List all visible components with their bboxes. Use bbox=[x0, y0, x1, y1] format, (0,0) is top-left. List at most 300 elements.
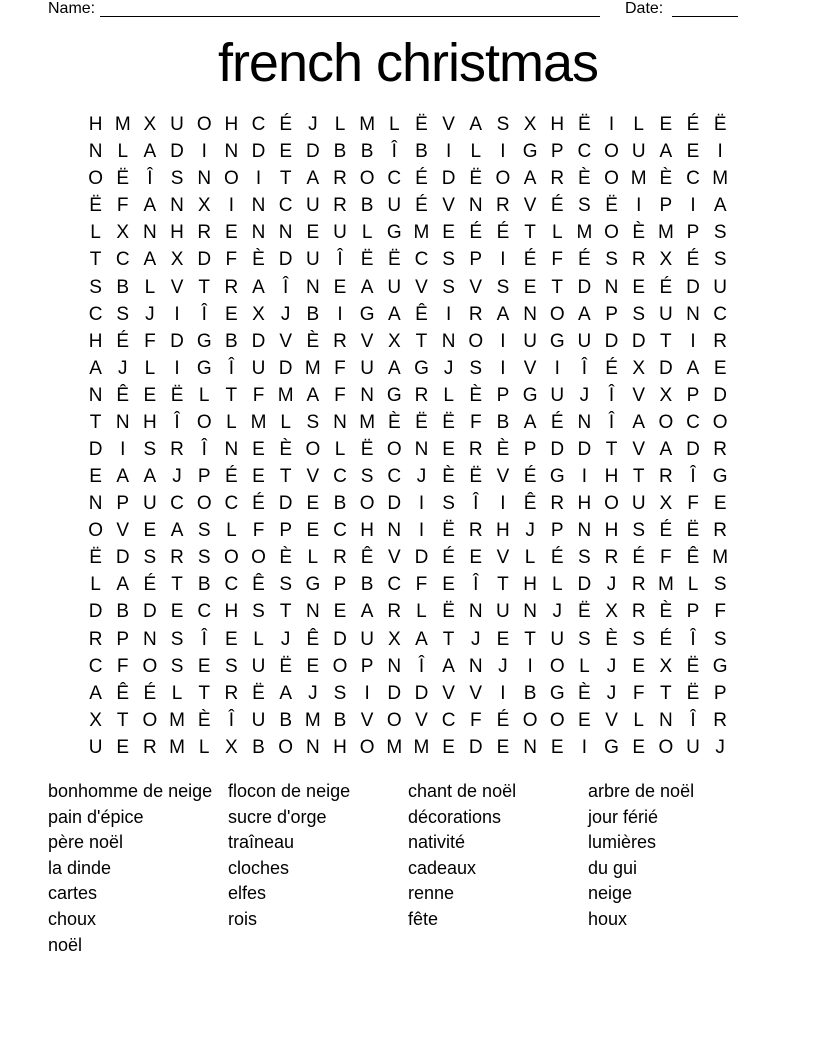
grid-cell: N bbox=[143, 222, 157, 244]
grid-cell: D bbox=[414, 682, 429, 704]
grid-cell: V bbox=[496, 466, 510, 488]
grid-cell: R bbox=[197, 222, 212, 244]
grid-cell: D bbox=[550, 438, 565, 460]
grid-cell: H bbox=[604, 466, 619, 488]
grid-cell: É bbox=[550, 547, 564, 569]
grid-cell: I bbox=[255, 168, 262, 190]
grid-cell: J bbox=[443, 357, 454, 379]
grid-cell: E bbox=[496, 628, 510, 650]
grid-cell: H bbox=[360, 520, 374, 542]
grid-cell: D bbox=[143, 601, 157, 623]
grid-cell: R bbox=[333, 547, 347, 569]
word-item: houx bbox=[588, 908, 628, 929]
grid-cell: F bbox=[334, 357, 346, 379]
grid-cell: É bbox=[415, 168, 428, 190]
grid-cell: D bbox=[631, 330, 646, 352]
grid-cell: C bbox=[713, 303, 728, 325]
grid-cell: G bbox=[549, 682, 565, 704]
word-item: cloches bbox=[228, 857, 290, 878]
word-grid bbox=[82, 111, 734, 761]
grid-cell: Ê bbox=[686, 547, 700, 569]
grid-cell: R bbox=[713, 330, 728, 352]
grid-cell: C bbox=[197, 601, 212, 623]
grid-cell: E bbox=[496, 736, 510, 758]
grid-cell: R bbox=[631, 249, 646, 271]
grid-cell: J bbox=[308, 114, 318, 136]
word-item: nativité bbox=[408, 832, 466, 853]
grid-cell: S bbox=[578, 195, 591, 217]
grid-cell: A bbox=[360, 601, 374, 623]
grid-cell: Ê bbox=[116, 384, 130, 406]
grid-cell: O bbox=[196, 114, 212, 136]
grid-cell: E bbox=[442, 574, 455, 596]
grid-cell: R bbox=[658, 466, 673, 488]
grid-cell: F bbox=[334, 384, 346, 406]
grid-cell: H bbox=[333, 736, 347, 758]
grid-cell: P bbox=[550, 520, 564, 542]
grid-cell: S bbox=[306, 411, 320, 433]
grid-cell: D bbox=[686, 438, 700, 460]
grid-cell: È bbox=[578, 168, 591, 190]
grid-cell: A bbox=[387, 357, 401, 379]
grid-cell: N bbox=[88, 141, 103, 163]
grid-cell: L bbox=[389, 114, 400, 136]
grid-cell: Î bbox=[337, 249, 343, 271]
grid-cell: Ë bbox=[686, 520, 700, 542]
grid-cell: V bbox=[415, 276, 428, 298]
grid-cell: L bbox=[226, 520, 237, 542]
grid-cell: U bbox=[170, 114, 184, 136]
grid-cell: U bbox=[251, 709, 266, 731]
grid-cell: F bbox=[551, 249, 564, 271]
grid-cell: E bbox=[442, 222, 455, 244]
grid-cell: O bbox=[658, 736, 674, 758]
word-list-column bbox=[228, 779, 408, 958]
grid-cell: O bbox=[223, 168, 239, 190]
grid-cell: E bbox=[442, 438, 455, 460]
grid-cell: E bbox=[252, 438, 265, 460]
grid-cell: C bbox=[88, 303, 103, 325]
grid-cell: Ë bbox=[360, 249, 374, 271]
grid-cell: M bbox=[386, 736, 403, 758]
grid-cell: D bbox=[88, 438, 103, 460]
grid-cell: C bbox=[441, 709, 456, 731]
grid-cell: Ë bbox=[442, 520, 455, 542]
grid-cell: N bbox=[115, 411, 130, 433]
grid-cell: G bbox=[712, 655, 728, 677]
grid-cell: L bbox=[579, 655, 590, 677]
grid-cell: I bbox=[120, 438, 126, 460]
grid-cell: Ë bbox=[686, 655, 700, 677]
grid-cell: L bbox=[253, 628, 264, 650]
grid-cell: S bbox=[713, 222, 727, 244]
grid-cell: X bbox=[143, 114, 157, 136]
grid-cell: X bbox=[387, 330, 401, 352]
grid-cell: T bbox=[116, 709, 129, 731]
grid-cell: P bbox=[523, 438, 537, 460]
grid-cell: Î bbox=[690, 709, 696, 731]
grid-cell: A bbox=[659, 438, 673, 460]
grid-cell: T bbox=[279, 601, 292, 623]
grid-cell: Ë bbox=[116, 168, 130, 190]
grid-cell: G bbox=[522, 384, 538, 406]
grid-cell: V bbox=[387, 547, 401, 569]
grid-cell: B bbox=[116, 276, 130, 298]
grid-cell: M bbox=[169, 736, 185, 758]
grid-cell: S bbox=[333, 682, 347, 704]
grid-cell: Ë bbox=[442, 601, 455, 623]
grid-cell: E bbox=[550, 736, 564, 758]
grid-cell: U bbox=[658, 303, 673, 325]
grid-cell: N bbox=[305, 276, 320, 298]
grid-cell: A bbox=[116, 466, 130, 488]
grid-cell: T bbox=[279, 466, 292, 488]
grid-cell: O bbox=[359, 493, 375, 515]
grid-cell: V bbox=[496, 547, 510, 569]
grid-cell: T bbox=[89, 249, 102, 271]
grid-cell: I bbox=[174, 303, 180, 325]
grid-cell: G bbox=[196, 330, 212, 352]
grid-cell: L bbox=[334, 114, 346, 136]
grid-cell: S bbox=[713, 574, 727, 596]
grid-cell: È bbox=[387, 411, 401, 433]
grid-cell: T bbox=[660, 682, 672, 704]
grid-cell: L bbox=[470, 141, 482, 163]
grid-cell: I bbox=[636, 195, 642, 217]
grid-cell: Ë bbox=[89, 195, 102, 217]
grid-cell: F bbox=[225, 249, 238, 271]
grid-cell: P bbox=[197, 466, 211, 488]
word-item: cadeaux bbox=[408, 857, 477, 878]
grid-cell: Ê bbox=[252, 574, 265, 596]
grid-cell: E bbox=[89, 466, 102, 488]
grid-cell: I bbox=[337, 303, 343, 325]
grid-cell: X bbox=[632, 357, 646, 379]
grid-cell: C bbox=[333, 466, 347, 488]
grid-cell: M bbox=[413, 222, 430, 244]
word-list-column bbox=[588, 779, 768, 958]
grid-cell: I bbox=[581, 736, 588, 758]
grid-cell: D bbox=[387, 682, 402, 704]
grid-cell: I bbox=[228, 195, 234, 217]
grid-cell: M bbox=[359, 114, 376, 136]
grid-cell: E bbox=[632, 655, 646, 677]
grid-cell: N bbox=[278, 222, 293, 244]
word-item: traîneau bbox=[228, 832, 295, 853]
grid-cell: E bbox=[442, 736, 455, 758]
grid-cell: P bbox=[659, 195, 673, 217]
grid-cell: V bbox=[442, 114, 455, 136]
grid-cell: B bbox=[415, 141, 428, 163]
word-item: bonhomme de neige bbox=[48, 781, 213, 801]
grid-cell: J bbox=[525, 520, 535, 542]
grid-cell: A bbox=[523, 411, 537, 433]
grid-cell: V bbox=[442, 195, 455, 217]
grid-cell: N bbox=[523, 736, 537, 758]
grid-cell: Ê bbox=[360, 547, 374, 569]
word-list bbox=[48, 779, 768, 958]
word-list-column bbox=[408, 779, 588, 958]
grid-cell: E bbox=[252, 466, 265, 488]
grid-cell: F bbox=[252, 520, 265, 542]
grid-cell: Ë bbox=[713, 114, 727, 136]
grid-cell: Î bbox=[201, 438, 207, 460]
grid-cell: N bbox=[577, 411, 592, 433]
grid-cell: N bbox=[468, 655, 483, 677]
grid-cell: I bbox=[445, 303, 452, 325]
word-item: chant de noël bbox=[408, 781, 517, 801]
grid-cell: S bbox=[632, 520, 646, 542]
grid-cell: B bbox=[116, 601, 130, 623]
grid-cell: H bbox=[496, 520, 510, 542]
grid-cell: C bbox=[577, 141, 592, 163]
grid-cell: U bbox=[143, 493, 157, 515]
grid-cell: M bbox=[304, 709, 321, 731]
grid-cell: D bbox=[577, 438, 592, 460]
grid-cell: O bbox=[386, 709, 402, 731]
grid-cell: R bbox=[550, 493, 565, 515]
grid-cell: F bbox=[660, 547, 672, 569]
grid-cell: A bbox=[143, 195, 157, 217]
grid-cell: L bbox=[117, 141, 129, 163]
grid-cell: R bbox=[496, 195, 510, 217]
grid-cell: È bbox=[279, 547, 293, 569]
grid-cell: É bbox=[550, 411, 564, 433]
grid-cell: B bbox=[333, 493, 347, 515]
grid-cell: A bbox=[170, 520, 184, 542]
grid-cell: A bbox=[659, 141, 673, 163]
grid-cell: N bbox=[658, 709, 673, 731]
grid-cell: N bbox=[414, 438, 429, 460]
grid-cell: D bbox=[414, 547, 429, 569]
grid-cell: E bbox=[333, 601, 347, 623]
grid-cell: O bbox=[251, 547, 266, 569]
grid-cell: C bbox=[387, 168, 402, 190]
grid-cell: C bbox=[224, 574, 239, 596]
grid-cell: U bbox=[577, 330, 592, 352]
grid-cell: D bbox=[305, 141, 320, 163]
grid-cell: O bbox=[495, 168, 511, 190]
grid-cell: É bbox=[252, 493, 265, 515]
grid-cell: G bbox=[522, 141, 538, 163]
grid-cell: U bbox=[387, 195, 402, 217]
grid-cell: H bbox=[88, 114, 103, 136]
grid-cell: O bbox=[142, 655, 158, 677]
grid-cell: T bbox=[415, 330, 428, 352]
word-item: père noël bbox=[48, 832, 124, 853]
grid-cell: E bbox=[170, 601, 184, 623]
grid-cell: E bbox=[686, 141, 700, 163]
grid-cell: E bbox=[306, 493, 320, 515]
grid-cell: O bbox=[604, 141, 619, 163]
grid-cell: É bbox=[469, 222, 483, 244]
grid-cell: E bbox=[578, 709, 591, 731]
grid-cell: O bbox=[196, 411, 212, 433]
grid-cell: R bbox=[170, 438, 184, 460]
grid-cell: M bbox=[712, 547, 729, 569]
grid-cell: U bbox=[305, 249, 320, 271]
grid-cell: D bbox=[604, 330, 619, 352]
grid-cell: A bbox=[306, 384, 320, 406]
grid-cell: N bbox=[523, 303, 537, 325]
grid-cell: U bbox=[387, 276, 402, 298]
grid-cell: A bbox=[496, 303, 510, 325]
grid-cell: E bbox=[225, 303, 238, 325]
grid-cell: R bbox=[333, 195, 347, 217]
grid-cell: É bbox=[496, 709, 510, 731]
grid-cell: C bbox=[278, 195, 293, 217]
grid-cell: É bbox=[659, 520, 673, 542]
grid-cell: P bbox=[360, 655, 374, 677]
grid-cell: J bbox=[606, 682, 617, 704]
grid-cell: E bbox=[523, 276, 537, 298]
grid-cell: N bbox=[468, 195, 483, 217]
grid-cell: Ë bbox=[686, 682, 700, 704]
grid-cell: B bbox=[225, 330, 238, 352]
grid-cell: S bbox=[713, 628, 727, 650]
grid-cell: B bbox=[496, 411, 510, 433]
grid-cell: A bbox=[523, 168, 537, 190]
grid-cell: B bbox=[523, 682, 537, 704]
grid-cell: J bbox=[308, 682, 318, 704]
grid-cell: M bbox=[359, 411, 376, 433]
grid-cell: G bbox=[359, 303, 375, 325]
grid-cell: I bbox=[554, 357, 560, 379]
grid-cell: O bbox=[549, 655, 565, 677]
grid-cell: R bbox=[713, 709, 728, 731]
grid-cell: U bbox=[713, 276, 728, 298]
grid-cell: I bbox=[500, 357, 506, 379]
grid-cell: L bbox=[90, 574, 101, 596]
grid-cell: O bbox=[196, 493, 212, 515]
grid-cell: È bbox=[605, 628, 618, 650]
grid-cell: I bbox=[418, 520, 425, 542]
grid-cell: C bbox=[387, 466, 402, 488]
grid-cell: O bbox=[142, 709, 158, 731]
grid-cell: N bbox=[387, 520, 402, 542]
grid-cell: T bbox=[497, 574, 509, 596]
word-item: choux bbox=[48, 908, 97, 929]
grid-cell: I bbox=[500, 493, 506, 515]
grid-cell: L bbox=[198, 736, 210, 758]
grid-cell: È bbox=[306, 330, 320, 352]
grid-cell: N bbox=[686, 303, 700, 325]
grid-cell: É bbox=[550, 195, 564, 217]
grid-cell: V bbox=[360, 330, 374, 352]
grid-cell: L bbox=[334, 438, 346, 460]
grid-cell: F bbox=[687, 493, 699, 515]
grid-cell: R bbox=[713, 520, 728, 542]
grid-cell: Î bbox=[473, 493, 479, 515]
grid-cell: S bbox=[225, 655, 238, 677]
grid-cell: R bbox=[170, 547, 184, 569]
grid-cell: Ë bbox=[387, 249, 401, 271]
grid-cell: D bbox=[251, 141, 266, 163]
grid-cell: M bbox=[657, 574, 674, 596]
grid-cell: F bbox=[116, 655, 129, 677]
grid-cell: E bbox=[306, 222, 320, 244]
grid-cell: O bbox=[88, 520, 103, 542]
grid-cell: É bbox=[415, 195, 428, 217]
grid-cell: A bbox=[252, 276, 265, 298]
grid-cell: M bbox=[576, 222, 593, 244]
grid-cell: U bbox=[88, 736, 103, 758]
word-item: sucre d'orge bbox=[228, 806, 327, 827]
grid-cell: L bbox=[226, 411, 237, 433]
grid-cell: E bbox=[197, 655, 211, 677]
grid-cell: V bbox=[632, 384, 646, 406]
grid-cell: Î bbox=[391, 141, 397, 163]
grid-cell: V bbox=[523, 357, 537, 379]
grid-cell: G bbox=[386, 222, 402, 244]
grid-cell: H bbox=[143, 411, 157, 433]
grid-cell: C bbox=[387, 574, 402, 596]
grid-cell: D bbox=[468, 736, 483, 758]
grid-cell: S bbox=[170, 168, 184, 190]
word-item: fête bbox=[408, 908, 439, 929]
grid-cell: È bbox=[469, 384, 483, 406]
grid-cell: R bbox=[468, 438, 483, 460]
grid-cell: S bbox=[632, 303, 646, 325]
grid-cell: A bbox=[279, 682, 293, 704]
grid-cell: S bbox=[170, 628, 184, 650]
grid-cell: U bbox=[631, 141, 646, 163]
word-item: la dinde bbox=[48, 857, 112, 878]
grid-cell: O bbox=[278, 736, 294, 758]
grid-cell: D bbox=[441, 168, 456, 190]
grid-cell: Î bbox=[174, 411, 180, 433]
grid-cell: J bbox=[117, 357, 128, 379]
grid-cell: M bbox=[630, 168, 647, 190]
grid-cell: T bbox=[89, 411, 102, 433]
grid-cell: O bbox=[604, 168, 619, 190]
grid-cell: D bbox=[170, 141, 184, 163]
grid-cell: N bbox=[387, 655, 402, 677]
name-label: Name: bbox=[48, 0, 96, 17]
grid-cell: I bbox=[527, 655, 533, 677]
grid-cell: V bbox=[523, 195, 537, 217]
grid-cell: C bbox=[333, 520, 347, 542]
grid-cell: S bbox=[360, 466, 374, 488]
grid-cell: É bbox=[659, 276, 673, 298]
grid-cell: É bbox=[225, 466, 238, 488]
grid-cell: V bbox=[279, 330, 293, 352]
grid-cell: J bbox=[498, 655, 508, 677]
word-item: arbre de noël bbox=[588, 781, 695, 801]
grid-cell: Î bbox=[147, 168, 153, 190]
grid-cell: N bbox=[88, 493, 103, 515]
grid-cell: S bbox=[442, 249, 455, 271]
grid-cell: P bbox=[496, 384, 510, 406]
grid-cell: S bbox=[496, 114, 510, 136]
grid-cell: G bbox=[712, 466, 728, 488]
grid-cell: D bbox=[686, 276, 700, 298]
grid-cell: V bbox=[360, 709, 374, 731]
grid-cell: N bbox=[251, 195, 266, 217]
grid-cell: X bbox=[659, 493, 673, 515]
grid-cell: A bbox=[143, 249, 157, 271]
grid-cell: S bbox=[197, 547, 211, 569]
grid-cell: T bbox=[442, 628, 455, 650]
grid-cell: R bbox=[387, 601, 402, 623]
grid-cell: S bbox=[713, 249, 727, 271]
grid-cell: P bbox=[686, 384, 700, 406]
grid-cell: C bbox=[88, 655, 103, 677]
grid-cell: T bbox=[632, 466, 645, 488]
date-label: Date: bbox=[625, 0, 664, 17]
grid-cell: S bbox=[442, 276, 455, 298]
grid-cell: C bbox=[686, 411, 700, 433]
